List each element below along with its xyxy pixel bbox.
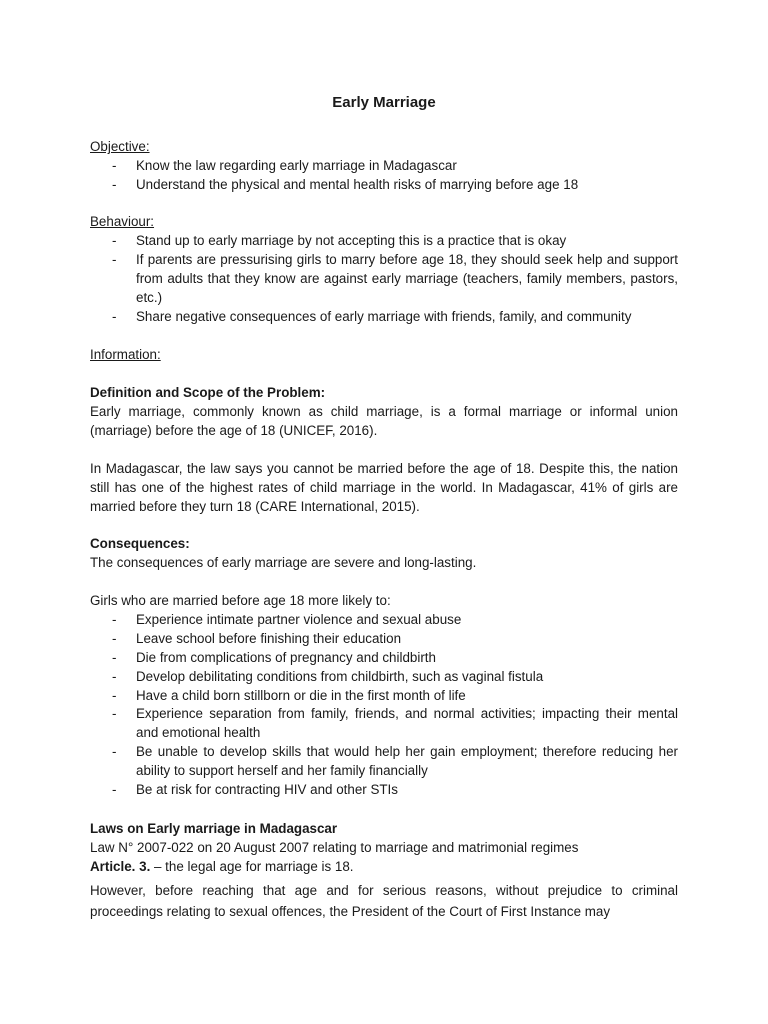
consequences-list-section — [90, 592, 678, 800]
list-item — [90, 649, 678, 668]
article-line — [90, 858, 678, 877]
list-item — [90, 232, 678, 251]
behaviour-heading: Behaviour: — [90, 214, 155, 229]
list-item — [90, 157, 678, 176]
list-item-text: Be at risk for contracting HIV and other STIs — [136, 782, 398, 798]
list-item — [90, 176, 678, 195]
list-item-text: Experience intimate partner violence and sexual abuse — [136, 611, 462, 627]
consequences-section — [90, 535, 678, 573]
dash-bullet: - — [112, 232, 117, 248]
list-item-text: Leave school before finishing their education — [136, 630, 402, 646]
consequences-intro: Girls who are married before age 18 more likely to: — [90, 593, 391, 608]
list-item-text: Die from complications of pregnancy and childbirth — [136, 649, 436, 665]
dash-bullet: - — [112, 251, 117, 267]
definition-heading: Definition and Scope of the Problem: — [90, 385, 326, 400]
dash-bullet: - — [112, 176, 117, 192]
list-item-text: Develop debilitating conditions from childbirth, such as vaginal fistula — [136, 668, 544, 684]
definition-paragraph: Early marriage, commonly known as child marriage, is a formal marriage or informal union (marriage) before the age of 18 (UNICEF, 2016). — [90, 403, 678, 438]
list-item-text: Be unable to develop skills that would help her gain employment; therefore reducing her ability to support herself and her family financially — [136, 744, 678, 779]
list-item — [90, 668, 678, 687]
list-item — [90, 687, 678, 706]
list-item-text: Share negative consequences of early marriage with friends, family, and community — [136, 308, 632, 324]
list-item — [90, 308, 678, 327]
dash-bullet: - — [112, 630, 117, 646]
list-item — [90, 630, 678, 649]
dash-bullet: - — [112, 308, 117, 324]
behaviour-section — [90, 213, 678, 326]
list-item — [90, 251, 678, 308]
dash-bullet: - — [112, 611, 117, 627]
laws-paragraph: However, before reaching that age and for serious reasons, without prejudice to criminal proceedings relating to sexual offences, the President of the Court of First Instance may — [90, 882, 678, 919]
dash-bullet: - — [112, 782, 117, 798]
list-item-text: Have a child born stillborn or die in the first month of life — [136, 687, 466, 703]
laws-heading: Laws on Early marriage in Madagascar — [90, 821, 338, 836]
law-reference: Law N° 2007-022 on 20 August 2007 relating to marriage and matrimonial regimes — [90, 839, 579, 855]
madagascar-paragraph: In Madagascar, the law says you cannot be married before the age of 18. Despite this, the nation still has one of the highest rates of child marriage in the world. In Madagascar, 41% of girls are married before they turn 18 (CARE International, 2015). — [90, 461, 678, 514]
dash-bullet: - — [112, 668, 117, 684]
objective-heading: Objective: — [90, 139, 150, 154]
consequences-heading: Consequences: — [90, 536, 190, 551]
laws-section — [90, 820, 678, 922]
consequences-list — [90, 611, 678, 800]
page-title: Early Marriage — [332, 94, 436, 111]
list-item-text: If parents are pressurising girls to marry before age 18, they should seek help and support from adults that they know are against early marriage (teachers, family members, pastors, etc.) — [136, 251, 678, 305]
list-item — [90, 781, 678, 800]
list-item-text: Stand up to early marriage by not accepting this is a practice that is okay — [136, 232, 567, 248]
dash-bullet: - — [112, 744, 117, 760]
information-heading: Information: — [90, 347, 161, 362]
list-item — [90, 611, 678, 630]
dash-bullet: - — [112, 706, 117, 722]
list-item — [90, 705, 678, 743]
dash-bullet: - — [112, 157, 117, 173]
list-item-text: Experience separation from family, friends, and normal activities; impacting their mental and emotional health — [136, 706, 678, 741]
objective-section — [90, 138, 678, 195]
consequences-paragraph: The consequences of early marriage are severe and long-lasting. — [90, 554, 477, 570]
list-item-text: Know the law regarding early marriage in Madagascar — [136, 157, 457, 173]
dash-bullet: - — [112, 687, 117, 703]
madagascar-paragraph-block — [90, 460, 678, 517]
behaviour-list — [90, 232, 678, 327]
article-label: Article. 3. — [90, 858, 151, 874]
list-item-text: Understand the physical and mental health risks of marrying before age 18 — [136, 176, 579, 192]
objective-list — [90, 157, 678, 195]
dash-bullet: - — [112, 649, 117, 665]
list-item — [90, 743, 678, 781]
definition-section — [90, 384, 678, 441]
information-section — [90, 346, 678, 365]
article-text: – the legal age for marriage is 18. — [150, 858, 354, 874]
